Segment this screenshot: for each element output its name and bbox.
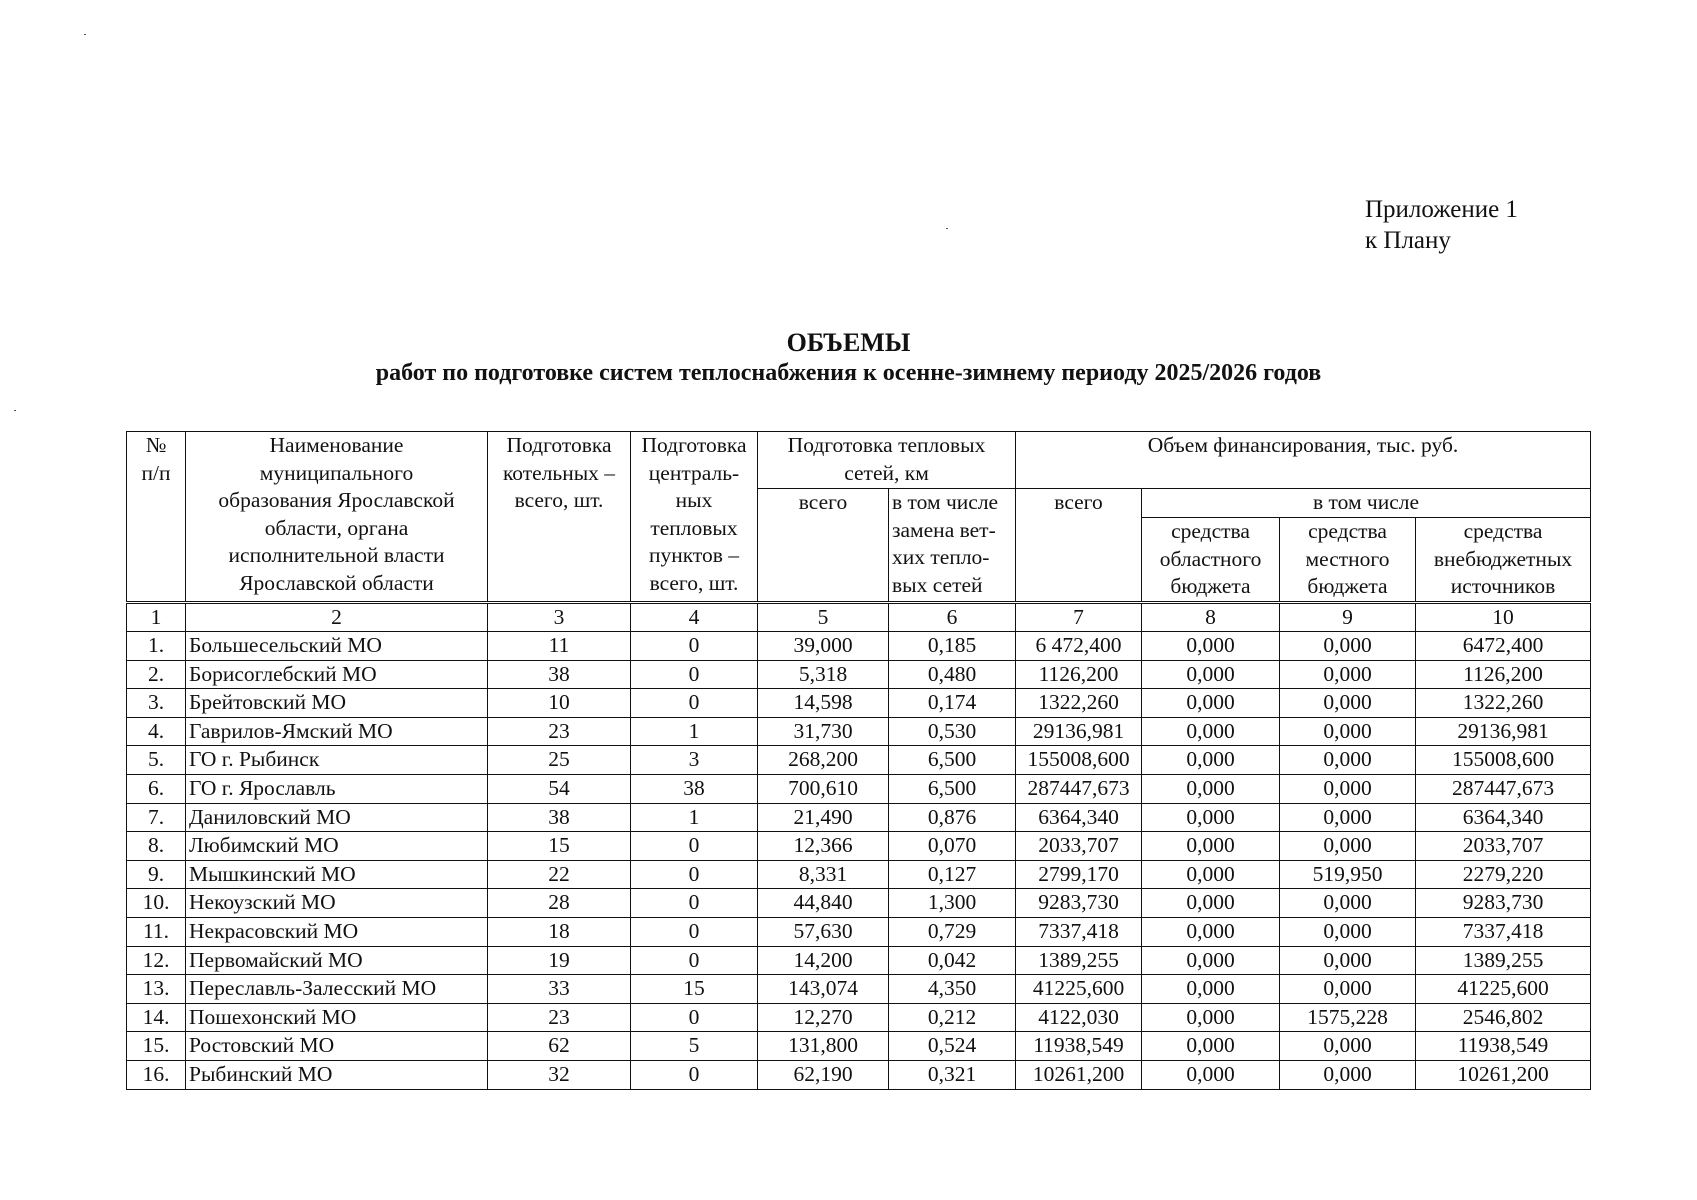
boilers-count: 23 — [488, 1003, 631, 1032]
heat-points-count: 0 — [631, 860, 758, 889]
financing-total: 6364,340 — [1016, 803, 1142, 832]
boilers-count: 33 — [488, 975, 631, 1004]
regional-budget: 0,000 — [1142, 1032, 1280, 1061]
heat-points-count: 15 — [631, 975, 758, 1004]
local-budget: 0,000 — [1280, 917, 1416, 946]
table-row — [127, 689, 1591, 718]
local-budget: 519,950 — [1280, 860, 1416, 889]
header-including: в том числе — [1142, 489, 1591, 518]
regional-budget: 0,000 — [1142, 1060, 1280, 1089]
networks-replaced: 0,876 — [889, 803, 1016, 832]
table-row — [127, 660, 1591, 689]
column-number: 10 — [1416, 602, 1591, 632]
table-row — [127, 832, 1591, 861]
extra-budget: 9283,730 — [1416, 889, 1591, 918]
networks-total: 62,190 — [758, 1060, 889, 1089]
document-subtitle: работ по подготовке систем теплоснабжения к осенне-зимнему периоду 2025/2026 годов — [375, 360, 1322, 386]
boilers-count: 22 — [488, 860, 631, 889]
regional-budget: 0,000 — [1142, 746, 1280, 775]
table-row — [127, 1003, 1591, 1032]
column-numbers-row — [127, 602, 1591, 632]
heat-points-count: 0 — [631, 917, 758, 946]
networks-total: 31,730 — [758, 717, 889, 746]
boilers-count: 54 — [488, 774, 631, 803]
table-row — [127, 946, 1591, 975]
boilers-count: 28 — [488, 889, 631, 918]
row-number: 2. — [127, 660, 186, 689]
municipality-name: Гаврилов-Ямский МО — [186, 717, 488, 746]
local-budget: 0,000 — [1280, 832, 1416, 861]
networks-replaced: 1,300 — [889, 889, 1016, 918]
networks-total: 44,840 — [758, 889, 889, 918]
row-number: 7. — [127, 803, 186, 832]
networks-replaced: 0,530 — [889, 717, 1016, 746]
local-budget: 0,000 — [1280, 774, 1416, 803]
networks-replaced: 0,480 — [889, 660, 1016, 689]
boilers-count: 32 — [488, 1060, 631, 1089]
municipality-name: ГО г. Рыбинск — [186, 746, 488, 775]
header-networks-replace: в том числе замена вет- хих тепло- вых сетей — [889, 489, 1016, 603]
scan-speck — [946, 228, 948, 229]
row-number: 5. — [127, 746, 186, 775]
column-number: 1 — [127, 602, 186, 632]
heat-points-count: 3 — [631, 746, 758, 775]
heat-points-count: 0 — [631, 660, 758, 689]
boilers-count: 25 — [488, 746, 631, 775]
local-budget: 0,000 — [1280, 1032, 1416, 1061]
appendix-note — [1365, 194, 1518, 256]
table-row — [127, 917, 1591, 946]
extra-budget: 2546,802 — [1416, 1003, 1591, 1032]
financing-total: 10261,200 — [1016, 1060, 1142, 1089]
volumes-table — [126, 431, 1591, 1090]
heat-points-count: 38 — [631, 774, 758, 803]
extra-budget: 155008,600 — [1416, 746, 1591, 775]
heat-points-count: 0 — [631, 689, 758, 718]
table-row — [127, 1032, 1591, 1061]
row-number: 6. — [127, 774, 186, 803]
financing-total: 287447,673 — [1016, 774, 1142, 803]
row-number: 9. — [127, 860, 186, 889]
boilers-count: 19 — [488, 946, 631, 975]
row-number: 8. — [127, 832, 186, 861]
heat-points-count: 1 — [631, 803, 758, 832]
municipality-name: Ростовский МО — [186, 1032, 488, 1061]
local-budget: 0,000 — [1280, 975, 1416, 1004]
document-title: ОБЪЕМЫ — [786, 328, 911, 357]
networks-total: 14,598 — [758, 689, 889, 718]
appendix-line-1: Приложение 1 — [1365, 196, 1518, 223]
regional-budget: 0,000 — [1142, 946, 1280, 975]
column-number: 2 — [186, 602, 488, 632]
heat-points-count: 0 — [631, 832, 758, 861]
financing-total: 2033,707 — [1016, 832, 1142, 861]
networks-replaced: 0,127 — [889, 860, 1016, 889]
table-row — [127, 632, 1591, 661]
regional-budget: 0,000 — [1142, 889, 1280, 918]
extra-budget: 1126,200 — [1416, 660, 1591, 689]
row-number: 10. — [127, 889, 186, 918]
financing-total: 29136,981 — [1016, 717, 1142, 746]
header-boilers: Подготовка котельных – всего, шт. — [488, 432, 631, 603]
regional-budget: 0,000 — [1142, 774, 1280, 803]
financing-total: 4122,030 — [1016, 1003, 1142, 1032]
scan-speck — [14, 410, 16, 411]
municipality-name: Пошехонский МО — [186, 1003, 488, 1032]
local-budget: 0,000 — [1280, 946, 1416, 975]
networks-total: 12,366 — [758, 832, 889, 861]
networks-replaced: 6,500 — [889, 746, 1016, 775]
heat-points-count: 1 — [631, 717, 758, 746]
boilers-count: 18 — [488, 917, 631, 946]
networks-total: 700,610 — [758, 774, 889, 803]
header-financing: Объем финансирования, тыс. руб. — [1016, 432, 1591, 489]
networks-replaced: 0,729 — [889, 917, 1016, 946]
municipality-name: ГО г. Ярославль — [186, 774, 488, 803]
financing-total: 11938,549 — [1016, 1032, 1142, 1061]
local-budget: 0,000 — [1280, 803, 1416, 832]
extra-budget: 10261,200 — [1416, 1060, 1591, 1089]
row-number: 11. — [127, 917, 186, 946]
networks-total: 14,200 — [758, 946, 889, 975]
extra-budget: 29136,981 — [1416, 717, 1591, 746]
regional-budget: 0,000 — [1142, 717, 1280, 746]
financing-total: 7337,418 — [1016, 917, 1142, 946]
header-networks-total: всего — [758, 489, 889, 603]
regional-budget: 0,000 — [1142, 975, 1280, 1004]
table-row — [127, 717, 1591, 746]
table-row — [127, 774, 1591, 803]
boilers-count: 10 — [488, 689, 631, 718]
municipality-name: Любимский МО — [186, 832, 488, 861]
municipality-name: Брейтовский МО — [186, 689, 488, 718]
networks-replaced: 6,500 — [889, 774, 1016, 803]
header-networks: Подготовка тепловых сетей, км — [758, 432, 1016, 489]
extra-budget: 11938,549 — [1416, 1032, 1591, 1061]
table-row — [127, 975, 1591, 1004]
financing-total: 1322,260 — [1016, 689, 1142, 718]
networks-total: 143,074 — [758, 975, 889, 1004]
appendix-line-2: к Плану — [1365, 227, 1451, 254]
row-number: 14. — [127, 1003, 186, 1032]
financing-total: 41225,600 — [1016, 975, 1142, 1004]
networks-total: 57,630 — [758, 917, 889, 946]
municipality-name: Первомайский МО — [186, 946, 488, 975]
regional-budget: 0,000 — [1142, 832, 1280, 861]
extra-budget: 2279,220 — [1416, 860, 1591, 889]
boilers-count: 38 — [488, 803, 631, 832]
financing-total: 6 472,400 — [1016, 632, 1142, 661]
row-number: 3. — [127, 689, 186, 718]
column-number: 4 — [631, 602, 758, 632]
extra-budget: 41225,600 — [1416, 975, 1591, 1004]
municipality-name: Рыбинский МО — [186, 1060, 488, 1089]
column-number: 7 — [1016, 602, 1142, 632]
column-number: 6 — [889, 602, 1016, 632]
regional-budget: 0,000 — [1142, 917, 1280, 946]
municipality-name: Мышкинский МО — [186, 860, 488, 889]
municipality-name: Даниловский МО — [186, 803, 488, 832]
financing-total: 155008,600 — [1016, 746, 1142, 775]
networks-replaced: 4,350 — [889, 975, 1016, 1004]
networks-replaced: 0,212 — [889, 1003, 1016, 1032]
networks-replaced: 0,185 — [889, 632, 1016, 661]
regional-budget: 0,000 — [1142, 860, 1280, 889]
boilers-count: 38 — [488, 660, 631, 689]
header-extra-budget: средства внебюджетных источников — [1416, 518, 1591, 603]
boilers-count: 62 — [488, 1032, 631, 1061]
networks-replaced: 0,321 — [889, 1060, 1016, 1089]
scan-speck — [84, 34, 86, 35]
local-budget: 0,000 — [1280, 660, 1416, 689]
row-number: 12. — [127, 946, 186, 975]
extra-budget: 6472,400 — [1416, 632, 1591, 661]
boilers-count: 11 — [488, 632, 631, 661]
column-number: 3 — [488, 602, 631, 632]
header-no: № п/п — [127, 432, 186, 603]
table-body — [127, 632, 1591, 1090]
header-heat-points: Подготовка централь- ных тепловых пунктов – всего, шт. — [631, 432, 758, 603]
heat-points-count: 0 — [631, 889, 758, 918]
networks-replaced: 0,524 — [889, 1032, 1016, 1061]
financing-total: 9283,730 — [1016, 889, 1142, 918]
municipality-name: Переславль-Залесский МО — [186, 975, 488, 1004]
local-budget: 0,000 — [1280, 717, 1416, 746]
row-number: 4. — [127, 717, 186, 746]
financing-total: 2799,170 — [1016, 860, 1142, 889]
local-budget: 0,000 — [1280, 632, 1416, 661]
local-budget: 0,000 — [1280, 889, 1416, 918]
regional-budget: 0,000 — [1142, 689, 1280, 718]
heat-points-count: 0 — [631, 1003, 758, 1032]
local-budget: 0,000 — [1280, 1060, 1416, 1089]
table-row — [127, 889, 1591, 918]
heat-points-count: 0 — [631, 1060, 758, 1089]
row-number: 13. — [127, 975, 186, 1004]
extra-budget: 1389,255 — [1416, 946, 1591, 975]
regional-budget: 0,000 — [1142, 660, 1280, 689]
regional-budget: 0,000 — [1142, 632, 1280, 661]
heat-points-count: 5 — [631, 1032, 758, 1061]
networks-replaced: 0,070 — [889, 832, 1016, 861]
table-row — [127, 803, 1591, 832]
column-number: 8 — [1142, 602, 1280, 632]
regional-budget: 0,000 — [1142, 803, 1280, 832]
row-number: 1. — [127, 632, 186, 661]
local-budget: 0,000 — [1280, 689, 1416, 718]
financing-total: 1126,200 — [1016, 660, 1142, 689]
financing-total: 1389,255 — [1016, 946, 1142, 975]
networks-total: 5,318 — [758, 660, 889, 689]
extra-budget: 287447,673 — [1416, 774, 1591, 803]
table-row — [127, 860, 1591, 889]
table-row — [127, 746, 1591, 775]
networks-total: 268,200 — [758, 746, 889, 775]
row-number: 16. — [127, 1060, 186, 1089]
municipality-name: Некрасовский МО — [186, 917, 488, 946]
header-name: Наименование муниципального образования Ярославской области, органа исполнительной власти Ярославской области — [186, 432, 488, 603]
municipality-name: Некоузский МО — [186, 889, 488, 918]
table-row — [127, 1060, 1591, 1089]
local-budget: 0,000 — [1280, 746, 1416, 775]
extra-budget: 6364,340 — [1416, 803, 1591, 832]
extra-budget: 2033,707 — [1416, 832, 1591, 861]
boilers-count: 15 — [488, 832, 631, 861]
row-number: 15. — [127, 1032, 186, 1061]
regional-budget: 0,000 — [1142, 1003, 1280, 1032]
boilers-count: 23 — [488, 717, 631, 746]
extra-budget: 1322,260 — [1416, 689, 1591, 718]
header-local-budget: средства местного бюджета — [1280, 518, 1416, 603]
heat-points-count: 0 — [631, 632, 758, 661]
local-budget: 1575,228 — [1280, 1003, 1416, 1032]
column-number: 9 — [1280, 602, 1416, 632]
networks-total: 21,490 — [758, 803, 889, 832]
networks-total: 39,000 — [758, 632, 889, 661]
networks-total: 8,331 — [758, 860, 889, 889]
networks-total: 131,800 — [758, 1032, 889, 1061]
networks-replaced: 0,042 — [889, 946, 1016, 975]
networks-total: 12,270 — [758, 1003, 889, 1032]
heat-points-count: 0 — [631, 946, 758, 975]
header-regional-budget: средства областного бюджета — [1142, 518, 1280, 603]
municipality-name: Большесельский МО — [186, 632, 488, 661]
municipality-name: Борисоглебский МО — [186, 660, 488, 689]
extra-budget: 7337,418 — [1416, 917, 1591, 946]
networks-replaced: 0,174 — [889, 689, 1016, 718]
column-number: 5 — [758, 602, 889, 632]
header-financing-total: всего — [1016, 489, 1142, 603]
